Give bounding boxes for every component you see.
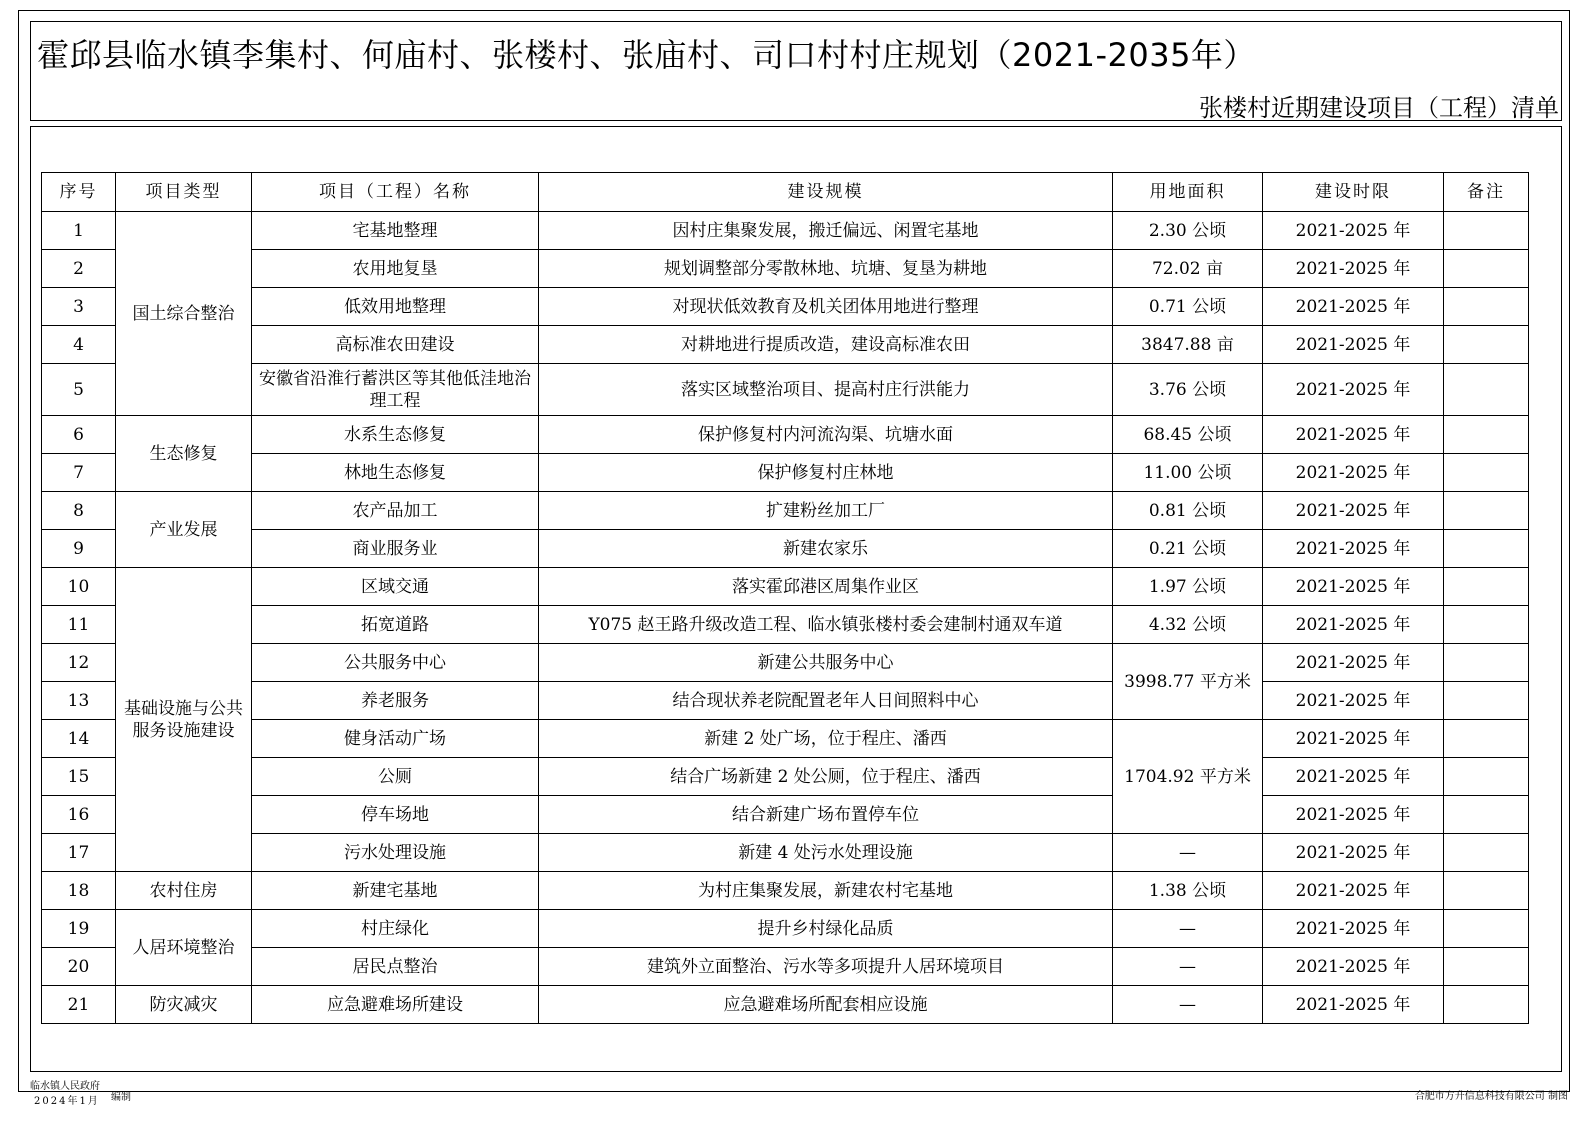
cell-period: 2021-2025 年 [1263,986,1444,1024]
table-row [42,288,1529,326]
cell-area: 72.02 亩 [1113,250,1263,288]
cell-scale: 扩建粉丝加工厂 [539,492,1113,530]
table-row [42,644,1529,682]
cell-remark [1444,492,1529,530]
cell-period: 2021-2025 年 [1263,250,1444,288]
cell-index: 4 [42,326,116,364]
cell-remark [1444,986,1529,1024]
cell-scale: 提升乡村绿化品质 [539,910,1113,948]
cell-name: 应急避难场所建设 [252,986,539,1024]
cell-index: 19 [42,910,116,948]
cell-scale: 对现状低效教育及机关团体用地进行整理 [539,288,1113,326]
cell-name: 健身活动广场 [252,720,539,758]
cell-period: 2021-2025 年 [1263,212,1444,250]
category-industry: 产业发展 [116,492,252,568]
table-row [42,568,1529,606]
cell-area: 1.97 公顷 [1113,568,1263,606]
cell-period: 2021-2025 年 [1263,416,1444,454]
cell-remark [1444,364,1529,416]
cell-area: 0.81 公顷 [1113,492,1263,530]
cell-period: 2021-2025 年 [1263,454,1444,492]
cell-name: 水系生态修复 [252,416,539,454]
cell-name: 宅基地整理 [252,212,539,250]
sheet-title: 张楼村近期建设项目（工程）清单 [1199,94,1559,122]
cell-name: 农用地复垦 [252,250,539,288]
table-row [42,416,1529,454]
cell-name: 居民点整治 [252,948,539,986]
cell-remark [1444,288,1529,326]
category-housing: 农村住房 [116,872,252,910]
table-row [42,492,1529,530]
cell-period: 2021-2025 年 [1263,758,1444,796]
table-row [42,454,1529,492]
cell-scale: 结合广场新建 2 处公厕，位于程庄、潘西 [539,758,1113,796]
header-period: 建设时限 [1263,173,1444,212]
table-row [42,796,1529,834]
cell-remark [1444,530,1529,568]
cell-period: 2021-2025 年 [1263,606,1444,644]
table-row [42,212,1529,250]
cell-index: 2 [42,250,116,288]
cell-area: 1.38 公顷 [1113,872,1263,910]
plan-title: 霍邱县临水镇李集村、何庙村、张楼村、张庙村、司口村村庄规划（2021-2035年） [37,36,1256,74]
cell-remark [1444,910,1529,948]
footer-date: 2024年1月 [34,1096,100,1107]
cell-index: 1 [42,212,116,250]
cell-area-shared: 3998.77 平方米 [1113,644,1263,720]
cell-scale: 保护修复村内河流沟渠、坑塘水面 [539,416,1113,454]
cell-area: 3.76 公顷 [1113,364,1263,416]
category-environment: 人居环境整治 [116,910,252,986]
table-row [42,834,1529,872]
cell-name: 拓宽道路 [252,606,539,644]
cell-index: 6 [42,416,116,454]
cell-remark [1444,250,1529,288]
table-row [42,720,1529,758]
header-scale: 建设规模 [539,173,1113,212]
cell-index: 21 [42,986,116,1024]
footer-producer: 合肥市方升信息科技有限公司 制图 [1414,1091,1568,1102]
project-list-table [41,172,1529,1024]
cell-name: 安徽省沿淮行蓄洪区等其他低洼地治理工程 [252,364,539,416]
table-row [42,910,1529,948]
cell-remark [1444,796,1529,834]
title-block [30,21,1562,121]
table-header-row [42,173,1529,212]
cell-area: 4.32 公顷 [1113,606,1263,644]
cell-period: 2021-2025 年 [1263,910,1444,948]
cell-index: 7 [42,454,116,492]
cell-period: 2021-2025 年 [1263,948,1444,986]
table-row [42,606,1529,644]
cell-period: 2021-2025 年 [1263,682,1444,720]
cell-period: 2021-2025 年 [1263,326,1444,364]
cell-scale: 落实区域整治项目、提高村庄行洪能力 [539,364,1113,416]
cell-remark [1444,682,1529,720]
cell-scale: 新建 4 处污水处理设施 [539,834,1113,872]
cell-index: 14 [42,720,116,758]
category-land: 国土综合整治 [116,212,252,416]
cell-index: 10 [42,568,116,606]
footer-compiled: 编制 [111,1092,131,1103]
cell-index: 12 [42,644,116,682]
header-name: 项目（工程）名称 [252,173,539,212]
cell-scale: 建筑外立面整治、污水等多项提升人居环境项目 [539,948,1113,986]
cell-area-shared: 1704.92 平方米 [1113,720,1263,834]
cell-area: 0.71 公顷 [1113,288,1263,326]
cell-area: — [1113,834,1263,872]
cell-name: 农产品加工 [252,492,539,530]
cell-period: 2021-2025 年 [1263,530,1444,568]
cell-name: 低效用地整理 [252,288,539,326]
cell-name: 高标准农田建设 [252,326,539,364]
cell-scale: 为村庄集聚发展，新建农村宅基地 [539,872,1113,910]
cell-remark [1444,568,1529,606]
cell-scale: 新建农家乐 [539,530,1113,568]
cell-period: 2021-2025 年 [1263,834,1444,872]
cell-period: 2021-2025 年 [1263,872,1444,910]
cell-index: 15 [42,758,116,796]
cell-index: 20 [42,948,116,986]
cell-remark [1444,212,1529,250]
cell-scale: 因村庄集聚发展，搬迁偏远、闲置宅基地 [539,212,1113,250]
cell-period: 2021-2025 年 [1263,288,1444,326]
header-category: 项目类型 [116,173,252,212]
cell-name: 公共服务中心 [252,644,539,682]
table-row [42,250,1529,288]
cell-index: 3 [42,288,116,326]
cell-area: 2.30 公顷 [1113,212,1263,250]
cell-remark [1444,834,1529,872]
cell-name: 林地生态修复 [252,454,539,492]
cell-scale: Y075 赵王路升级改造工程、临水镇张楼村委会建制村通双车道 [539,606,1113,644]
table-row [42,872,1529,910]
cell-area: — [1113,948,1263,986]
cell-name: 村庄绿化 [252,910,539,948]
cell-index: 9 [42,530,116,568]
cell-scale: 结合现状养老院配置老年人日间照料中心 [539,682,1113,720]
table-row [42,682,1529,720]
header-area: 用地面积 [1113,173,1263,212]
cell-remark [1444,326,1529,364]
cell-scale: 保护修复村庄林地 [539,454,1113,492]
cell-index: 13 [42,682,116,720]
category-infrastructure: 基础设施与公共服务设施建设 [116,568,252,872]
cell-area: 68.45 公顷 [1113,416,1263,454]
footer-issuer [30,1079,100,1109]
cell-area: 3847.88 亩 [1113,326,1263,364]
table-row [42,326,1529,364]
cell-remark [1444,644,1529,682]
footer-government: 临水镇人民政府 [30,1081,100,1092]
cell-name: 公厕 [252,758,539,796]
cell-area: 11.00 公顷 [1113,454,1263,492]
cell-remark [1444,948,1529,986]
header-index: 序号 [42,173,116,212]
cell-scale: 结合新建广场布置停车位 [539,796,1113,834]
cell-area: 0.21 公顷 [1113,530,1263,568]
cell-name: 养老服务 [252,682,539,720]
cell-period: 2021-2025 年 [1263,720,1444,758]
cell-index: 8 [42,492,116,530]
cell-scale: 落实霍邱港区周集作业区 [539,568,1113,606]
cell-scale: 新建公共服务中心 [539,644,1113,682]
table-row [42,986,1529,1024]
cell-name: 新建宅基地 [252,872,539,910]
category-ecology: 生态修复 [116,416,252,492]
cell-index: 17 [42,834,116,872]
cell-remark [1444,758,1529,796]
cell-scale: 规划调整部分零散林地、坑塘、复垦为耕地 [539,250,1113,288]
cell-index: 18 [42,872,116,910]
table-row [42,530,1529,568]
cell-scale: 新建 2 处广场，位于程庄、潘西 [539,720,1113,758]
cell-remark [1444,606,1529,644]
cell-remark [1444,720,1529,758]
table-row [42,758,1529,796]
cell-area: — [1113,986,1263,1024]
cell-name: 区域交通 [252,568,539,606]
cell-area: — [1113,910,1263,948]
cell-scale: 对耕地进行提质改造，建设高标准农田 [539,326,1113,364]
cell-name: 污水处理设施 [252,834,539,872]
cell-name: 商业服务业 [252,530,539,568]
category-disaster: 防灾减灾 [116,986,252,1024]
cell-index: 16 [42,796,116,834]
header-remark: 备注 [1444,173,1529,212]
cell-scale: 应急避难场所配套相应设施 [539,986,1113,1024]
cell-name: 停车场地 [252,796,539,834]
cell-remark [1444,872,1529,910]
cell-index: 11 [42,606,116,644]
cell-index: 5 [42,364,116,416]
cell-period: 2021-2025 年 [1263,568,1444,606]
cell-period: 2021-2025 年 [1263,364,1444,416]
cell-period: 2021-2025 年 [1263,492,1444,530]
cell-period: 2021-2025 年 [1263,644,1444,682]
table-row [42,364,1529,416]
cell-remark [1444,416,1529,454]
cell-remark [1444,454,1529,492]
cell-period: 2021-2025 年 [1263,796,1444,834]
table-row [42,948,1529,986]
